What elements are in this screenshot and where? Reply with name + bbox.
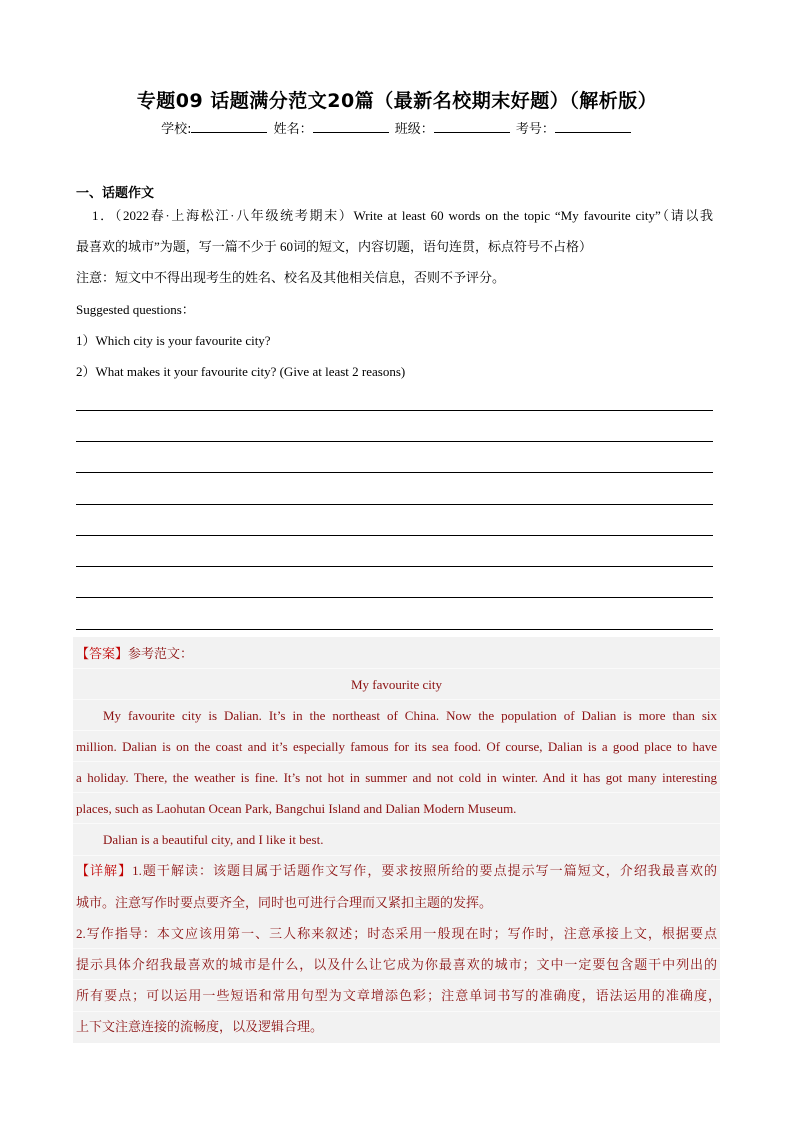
writing-line xyxy=(76,504,713,505)
detail-line: 所有要点；可以运用一些短语和常用句型为文章增添色彩；注意单词书写的准确度，语法运用的准确度， xyxy=(76,988,721,1003)
section-heading: 一、话题作文 xyxy=(76,186,155,201)
essay-line: places, such as Laohutan Ocean Park, Bangchui Island and Dalian Modern Museum. xyxy=(76,801,517,816)
name-label: 姓名： xyxy=(273,122,313,137)
answer-heading xyxy=(76,646,193,662)
writing-line xyxy=(76,566,713,567)
essay-line: My favourite city is Dalian. It’s in the northeast of China. Now the population of Dalian is more than six xyxy=(103,708,717,723)
writing-line xyxy=(76,472,713,473)
class-label: 班级： xyxy=(394,122,434,137)
detail-line: 提示具体介绍我最喜欢的城市是什么，以及什么让它成为你最喜欢的城市；文中一定要包含题干中列出的 xyxy=(76,957,717,972)
name-blank xyxy=(313,120,389,133)
school-label: 学校: xyxy=(161,122,192,137)
essay-line: a holiday. There, the weather is fine. It’s not hot in summer and not cold in winter. And it has got many interesting xyxy=(76,770,717,785)
detail-label: 【详解】 xyxy=(76,863,133,878)
exam-number-blank xyxy=(555,120,631,133)
question-note: 注意：短文中不得出现考生的姓名、校名及其他相关信息，否则不予评分。 xyxy=(76,270,506,285)
exam-number-label: 考号： xyxy=(515,122,555,137)
page-title: 专题09 话题满分范文20篇（最新名校期末好题）（解析版） xyxy=(136,90,658,112)
suggested-question-2: 2）What makes it your favourite city? (Give at least 2 reasons) xyxy=(76,364,406,379)
writing-line xyxy=(76,410,713,411)
writing-line xyxy=(76,535,713,536)
essay-closing: Dalian is a beautiful city, and I like it best. xyxy=(103,832,324,847)
school-blank xyxy=(191,120,267,133)
detail-line: 2.写作指导：本文应该用第一、三人称来叙述；时态采用一般现在时；写作时，注意承接上文，根据要点 xyxy=(76,926,717,941)
writing-line xyxy=(76,441,713,442)
question-line-1: 1．（2022春·上海松江·八年级统考期末）Write at least 60 words on the topic “My favourite city”（请以我 xyxy=(92,208,713,223)
detail-line: 上下文注意连接的流畅度，以及逻辑合理。 xyxy=(76,1019,324,1034)
student-info-fields xyxy=(0,118,794,137)
detail-line: 城市。注意写作时要点要齐全，同时也可进行合理而又紧扣主题的发挥。 xyxy=(76,895,493,910)
answer-label: 【答案】 xyxy=(76,646,129,661)
reference-essay-label: 参考范文： xyxy=(128,646,194,661)
suggested-questions-label: Suggested questions： xyxy=(76,302,195,317)
writing-line xyxy=(76,597,713,598)
essay-title: My favourite city xyxy=(351,677,442,692)
writing-line xyxy=(76,629,713,630)
detail-line: 【详解】1.题干解读：该题目属于话题作文写作，要求按照所给的要点提示写一篇短文，介绍我最喜欢的 xyxy=(76,863,717,878)
suggested-question-1: 1）Which city is your favourite city? xyxy=(76,333,271,348)
class-blank xyxy=(434,120,510,133)
essay-line: million. Dalian is on the coast and it’s especially famous for its sea food. Of course, Dalian is a good place to have xyxy=(76,739,717,754)
question-line-2: 最喜欢的城市”为题，写一篇不少于 60词的短文，内容切题，语句连贯，标点符号不占格） xyxy=(76,239,593,254)
